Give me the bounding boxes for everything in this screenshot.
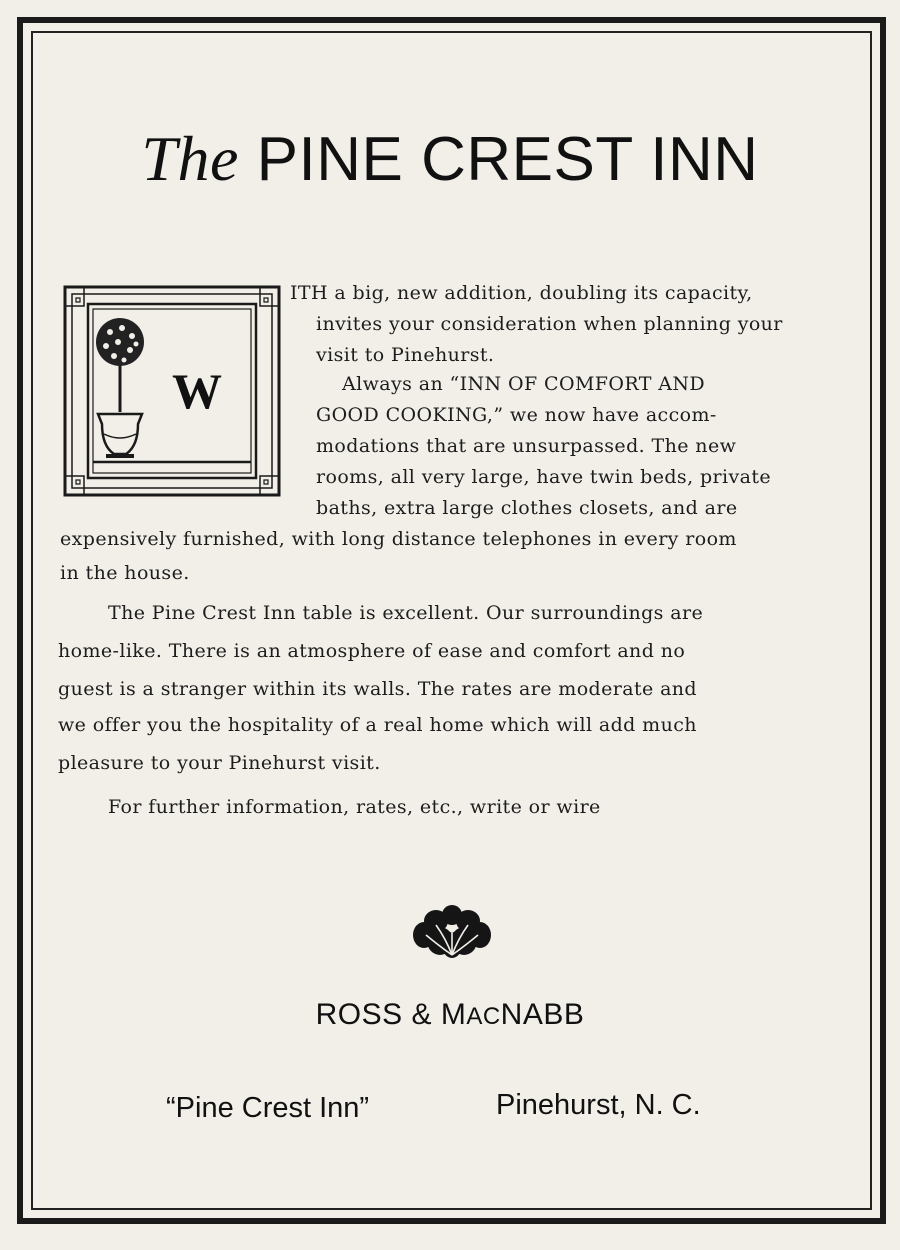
text-line: we offer you the hospitality of a real home which will add much [58,714,697,736]
text-line: modations that are unsurpassed. The new [316,435,737,457]
drop-cap-letter: W [172,363,222,419]
text-line: ITH a big, new addition, doubling its capacity, [290,282,753,304]
text-line: expensively furnished, with long distance telephones in every room [60,528,737,550]
text-line: baths, extra large clothes closets, and are [316,497,738,519]
text-line: home-like. There is an atmosphere of ease and comfort and no [58,640,686,662]
text-line: The Pine Crest Inn table is excellent. Our surroundings are [108,602,704,624]
inn-name: “Pine Crest Inn” [166,1092,370,1124]
text-line: in the house. [60,562,190,584]
title-prefix: The [141,123,239,194]
text-line: Always an “INN OF COMFORT AND [342,373,706,395]
text-line: invites your consideration when planning your [316,313,783,335]
text-line: rooms, all very large, have twin beds, private [316,466,772,488]
publisher-name: ROSS & MACNABB [315,998,585,1031]
contact-line: For further information, rates, etc., write or wire [108,796,601,818]
text-line: guest is a stranger within its walls. The rates are moderate and [58,678,697,700]
text-line: GOOD COOKING,” we now have accom- [316,404,717,426]
title-main: PINE CREST INN [256,125,759,194]
flower-ornament-icon [412,901,492,961]
text-line: visit to Pinehurst. [316,344,495,366]
text-line: pleasure to your Pinehurst visit. [58,752,381,774]
location: Pinehurst, N. C. [496,1089,701,1121]
